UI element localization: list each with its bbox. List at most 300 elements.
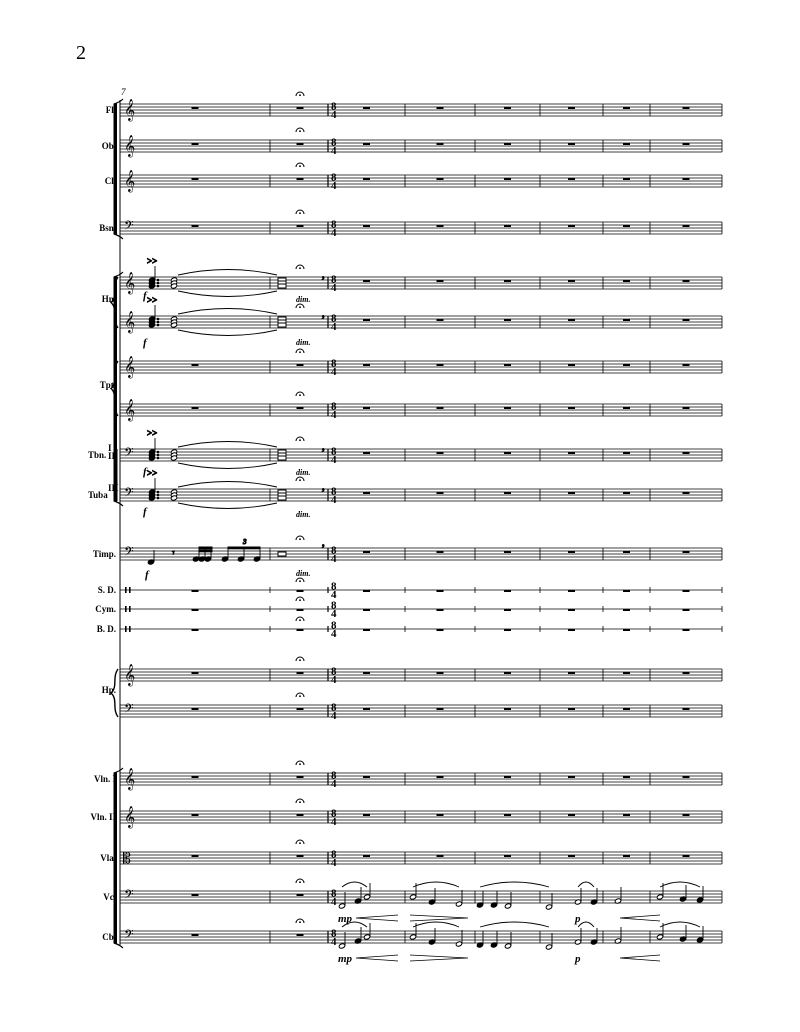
whole-rest bbox=[297, 934, 304, 936]
time-signature-denominator: 4 bbox=[331, 454, 337, 466]
whole-rest bbox=[504, 814, 511, 816]
fermata bbox=[296, 840, 304, 844]
dynamic-forte: f bbox=[145, 569, 149, 581]
notehead bbox=[696, 937, 703, 943]
fermata bbox=[296, 392, 304, 396]
whole-rest bbox=[623, 407, 630, 409]
bass-clef: 𝄢 bbox=[124, 445, 134, 463]
whole-rest bbox=[623, 814, 630, 816]
slur bbox=[660, 922, 700, 927]
whole-rest bbox=[568, 629, 575, 631]
whole-rest bbox=[192, 934, 199, 936]
whole-rest bbox=[192, 672, 199, 674]
whole-rest bbox=[504, 590, 511, 592]
time-signature-numerator: 8 bbox=[331, 400, 337, 413]
page-number: 2 bbox=[76, 42, 86, 64]
whole-rest bbox=[192, 814, 199, 816]
whole-rest bbox=[623, 776, 630, 778]
staccato-dot bbox=[157, 491, 159, 493]
whole-rest bbox=[192, 894, 199, 896]
whole-rest bbox=[568, 590, 575, 592]
whole-rest bbox=[437, 107, 444, 109]
staccato-dot bbox=[157, 457, 159, 459]
fermata bbox=[296, 92, 304, 96]
slur bbox=[578, 882, 594, 887]
time-signature-numerator: 8 bbox=[331, 807, 337, 820]
whole-rest bbox=[192, 590, 199, 592]
time-signature-denominator: 4 bbox=[331, 628, 337, 640]
tie-arc bbox=[178, 503, 277, 509]
whole-rest bbox=[683, 672, 690, 674]
fermatas bbox=[296, 92, 304, 923]
bass-clef: 𝄢 bbox=[124, 927, 134, 945]
trombone-chords bbox=[147, 428, 325, 469]
whole-rest bbox=[192, 143, 199, 145]
time-signature-numerator: 8 bbox=[331, 171, 337, 184]
instrument-label-bd: B. D. bbox=[96, 624, 116, 634]
instrument-label-tuba: Tuba bbox=[88, 490, 108, 500]
fermata-dot bbox=[299, 763, 301, 765]
horn-1-chords bbox=[147, 256, 325, 297]
breve-notehead bbox=[278, 496, 286, 500]
instrument-label-ob: Ob. bbox=[101, 141, 116, 151]
whole-rest bbox=[363, 280, 370, 282]
staccato-dot bbox=[157, 451, 159, 453]
whole-rest bbox=[504, 776, 511, 778]
whole-rest bbox=[363, 178, 370, 180]
tie-arc bbox=[178, 291, 277, 297]
whole-rest bbox=[623, 143, 630, 145]
woodwind-bracket-hook bbox=[114, 99, 123, 104]
time-signature-numerator: 8 bbox=[331, 544, 337, 557]
treble-clef: 𝄞 bbox=[124, 664, 136, 686]
treble-clef: 𝄞 bbox=[124, 399, 136, 421]
whole-rest bbox=[623, 107, 630, 109]
time-signature-denominator: 4 bbox=[331, 710, 337, 722]
whole-rest bbox=[297, 225, 304, 227]
whole-rest bbox=[363, 609, 370, 611]
whole-rest bbox=[568, 855, 575, 857]
whole-rest bbox=[504, 551, 511, 553]
whole-rest bbox=[437, 319, 444, 321]
fermata-dot bbox=[299, 921, 301, 923]
time-signature-denominator: 4 bbox=[331, 896, 337, 908]
fermata-dot bbox=[299, 306, 301, 308]
whole-rest bbox=[683, 776, 690, 778]
bass-clef: 𝄢 bbox=[124, 485, 134, 503]
time-signature-numerator: 8 bbox=[331, 927, 337, 940]
instrument-label-vln2: Vln. II bbox=[90, 812, 116, 822]
whole-rest bbox=[363, 225, 370, 227]
staccato-dot bbox=[157, 318, 159, 320]
whole-rest bbox=[683, 225, 690, 227]
fermata-dot bbox=[299, 94, 301, 96]
whole-rest bbox=[437, 855, 444, 857]
instrument-label-tbn: Tbn. bbox=[88, 450, 107, 460]
time-signature-numerator: 8 bbox=[331, 769, 337, 782]
time-signature-numerator: 8 bbox=[331, 665, 337, 678]
whole-rest bbox=[683, 143, 690, 145]
brass-bracket-hook bbox=[114, 272, 123, 277]
decrescendo-hairpin bbox=[410, 915, 468, 921]
tie-arc bbox=[178, 309, 277, 315]
bass-phrase bbox=[342, 922, 703, 961]
time-signature-denominator: 4 bbox=[331, 145, 337, 157]
breath-mark: , bbox=[322, 482, 325, 493]
breve-notehead bbox=[278, 284, 286, 288]
fermata bbox=[296, 477, 304, 481]
fermata-dot bbox=[299, 619, 301, 621]
whole-rest bbox=[437, 407, 444, 409]
whole-rest bbox=[504, 407, 511, 409]
whole-rest bbox=[297, 672, 304, 674]
whole-rest bbox=[683, 590, 690, 592]
whole-rest bbox=[192, 178, 199, 180]
fermata bbox=[296, 799, 304, 803]
whole-rest bbox=[568, 551, 575, 553]
time-signature-denominator: 4 bbox=[331, 366, 337, 378]
clefs bbox=[123, 99, 135, 945]
percussion-clef bbox=[125, 626, 127, 632]
whole-rest bbox=[683, 364, 690, 366]
dynamic-mp: mp bbox=[338, 953, 353, 965]
whole-rest bbox=[297, 590, 304, 592]
whole-rest bbox=[568, 143, 575, 145]
tie-arc bbox=[178, 463, 277, 469]
time-signature-numerator: 8 bbox=[331, 619, 337, 632]
whole-rest bbox=[363, 855, 370, 857]
whole-rest bbox=[623, 590, 630, 592]
whole-rest bbox=[623, 492, 630, 494]
whole-rest bbox=[192, 364, 199, 366]
fermata-dot bbox=[299, 130, 301, 132]
whole-rest bbox=[504, 280, 511, 282]
instrument-label-cl: Cl. bbox=[104, 176, 116, 186]
breve-notehead bbox=[278, 456, 286, 460]
percussion-clef bbox=[125, 606, 127, 612]
beam bbox=[228, 547, 260, 549]
fermata bbox=[296, 210, 304, 214]
notehead bbox=[545, 944, 552, 950]
dynamic-forte: f bbox=[143, 290, 147, 302]
instrument-label-sd: S. D. bbox=[97, 585, 116, 595]
dynamic-dim: dim. bbox=[296, 468, 311, 477]
whole-rest bbox=[437, 225, 444, 227]
instrument-label-fl: Fl. bbox=[105, 105, 116, 115]
whole-rest bbox=[623, 609, 630, 611]
whole-rest bbox=[437, 590, 444, 592]
time-signature-denominator: 4 bbox=[331, 816, 337, 828]
fermata bbox=[296, 657, 304, 661]
time-signature-denominator: 4 bbox=[331, 857, 337, 869]
time-signature-denominator: 4 bbox=[331, 282, 337, 294]
whole-rest bbox=[504, 178, 511, 180]
whole-rest bbox=[623, 364, 630, 366]
whole-rest bbox=[297, 776, 304, 778]
whole-rest bbox=[297, 894, 304, 896]
alto-clef: 𝄡 bbox=[123, 851, 131, 867]
tie-arc bbox=[178, 270, 277, 276]
fermata-dot bbox=[299, 659, 301, 661]
dynamic-mp: mp bbox=[338, 913, 353, 925]
staff-lines bbox=[120, 104, 722, 943]
fermata-dot bbox=[299, 394, 301, 396]
time-signature-denominator: 4 bbox=[331, 409, 337, 421]
treble-clef: 𝄞 bbox=[124, 99, 136, 121]
whole-rest bbox=[192, 107, 199, 109]
dynamic-dim: dim. bbox=[296, 510, 311, 519]
whole-rest bbox=[504, 319, 511, 321]
breath-mark: , bbox=[322, 442, 325, 453]
dynamic-forte: f bbox=[143, 337, 147, 349]
staccato-dot bbox=[157, 279, 159, 281]
triplet-mark: 3 bbox=[243, 538, 247, 546]
slur bbox=[413, 922, 459, 927]
bass-clef: 𝄢 bbox=[124, 887, 134, 905]
whole-rest bbox=[437, 776, 444, 778]
instrument-label-vc: Vc. bbox=[103, 892, 116, 902]
instrument-label-tpt: Tpt. bbox=[99, 380, 116, 390]
staccato-dot bbox=[157, 321, 159, 323]
whole-rest bbox=[192, 776, 199, 778]
percussion-clef bbox=[129, 626, 131, 632]
fermata bbox=[296, 919, 304, 923]
whole-rest bbox=[623, 178, 630, 180]
whole-rest bbox=[683, 855, 690, 857]
breve-notehead bbox=[278, 323, 286, 327]
percussion-clef bbox=[125, 587, 127, 593]
whole-rest bbox=[504, 708, 511, 710]
whole-rest bbox=[623, 855, 630, 857]
staccato-dot bbox=[157, 282, 159, 284]
treble-clef: 𝄞 bbox=[124, 768, 136, 790]
instrument-sublabel: III bbox=[108, 483, 119, 493]
measure-number: 7 bbox=[121, 87, 126, 97]
notehead bbox=[363, 934, 370, 940]
whole-rest bbox=[683, 178, 690, 180]
treble-clef: 𝄞 bbox=[124, 356, 136, 378]
time-signature-denominator: 4 bbox=[331, 608, 337, 620]
slur bbox=[480, 922, 549, 927]
fermata-dot bbox=[299, 538, 301, 540]
whole-rest bbox=[437, 364, 444, 366]
whole-rest bbox=[683, 107, 690, 109]
whole-rest bbox=[568, 280, 575, 282]
whole-rest bbox=[568, 407, 575, 409]
accent-mark: >> bbox=[147, 428, 158, 438]
whole-rest bbox=[568, 492, 575, 494]
fermata-dot bbox=[299, 439, 301, 441]
notehead bbox=[545, 904, 552, 910]
time-signature-numerator: 8 bbox=[331, 312, 337, 325]
tie-arc bbox=[178, 330, 277, 336]
treble-clef: 𝄞 bbox=[124, 806, 136, 828]
whole-rest bbox=[568, 452, 575, 454]
fermata bbox=[296, 304, 304, 308]
notehead bbox=[338, 943, 345, 949]
notehead bbox=[455, 941, 462, 947]
whole-rest bbox=[623, 225, 630, 227]
whole-rest bbox=[568, 364, 575, 366]
time-signature-numerator: 8 bbox=[331, 485, 337, 498]
beam bbox=[199, 550, 212, 552]
whole-rest bbox=[683, 452, 690, 454]
whole-rest bbox=[683, 407, 690, 409]
notehead bbox=[504, 903, 511, 909]
instrument-label-hn: Hn. bbox=[101, 294, 116, 304]
treble-clef: 𝄞 bbox=[124, 135, 136, 157]
whole-rest bbox=[504, 225, 511, 227]
staccato-dot bbox=[157, 497, 159, 499]
fermata-dot bbox=[299, 801, 301, 803]
fermata-dot bbox=[299, 881, 301, 883]
dynamic-dim: dim. bbox=[296, 569, 311, 578]
whole-rest bbox=[683, 319, 690, 321]
accent-mark: >> bbox=[147, 256, 158, 266]
whole-rest bbox=[297, 364, 304, 366]
whole-rest bbox=[363, 319, 370, 321]
treble-clef: 𝄞 bbox=[124, 311, 136, 333]
whole-rest bbox=[297, 107, 304, 109]
fermata-dot bbox=[299, 580, 301, 582]
notehead bbox=[409, 934, 416, 940]
time-signature-numerator: 8 bbox=[331, 599, 337, 612]
whole-rest bbox=[437, 551, 444, 553]
whole-rest bbox=[568, 319, 575, 321]
crescendo-hairpin bbox=[356, 955, 398, 961]
whole-rest bbox=[683, 814, 690, 816]
instrument-label-vln1: Vln. I bbox=[93, 774, 116, 784]
whole-rest bbox=[297, 708, 304, 710]
whole-rest bbox=[504, 364, 511, 366]
fermata bbox=[296, 578, 304, 582]
fermata bbox=[296, 597, 304, 601]
whole-rest bbox=[297, 609, 304, 611]
whole-rest bbox=[504, 855, 511, 857]
brass-bracket-hook bbox=[114, 501, 123, 506]
whole-rest bbox=[504, 492, 511, 494]
whole-rest bbox=[363, 814, 370, 816]
fermata bbox=[296, 128, 304, 132]
time-signature-numerator: 8 bbox=[331, 445, 337, 458]
time-signature-numerator: 8 bbox=[331, 848, 337, 861]
woodwind-bracket-hook bbox=[114, 234, 123, 239]
whole-rest bbox=[504, 143, 511, 145]
string-bracket-hook bbox=[114, 768, 123, 773]
instrument-label-bsn: Bsn. bbox=[99, 223, 116, 233]
instrument-sublabel: I bbox=[108, 443, 112, 453]
whole-rest bbox=[297, 407, 304, 409]
fermata bbox=[296, 163, 304, 167]
percussion-clef bbox=[129, 606, 131, 612]
slur bbox=[660, 882, 700, 887]
whole-rest bbox=[437, 143, 444, 145]
whole-rest bbox=[437, 672, 444, 674]
time-signature-denominator: 4 bbox=[331, 180, 337, 192]
instrument-label-cb: Cb. bbox=[102, 932, 116, 942]
whole-rest bbox=[683, 708, 690, 710]
whole-rest bbox=[504, 629, 511, 631]
whole-rest bbox=[568, 225, 575, 227]
whole-rest bbox=[363, 708, 370, 710]
breath-mark: , bbox=[322, 309, 325, 320]
whole-rest bbox=[683, 280, 690, 282]
decrescendo-hairpin bbox=[410, 955, 468, 961]
dynamic-dim: dim. bbox=[296, 295, 311, 304]
fermata-dot bbox=[299, 212, 301, 214]
dynamic-forte: f bbox=[143, 466, 147, 478]
accent-mark: >> bbox=[147, 295, 158, 305]
dynamic-forte: f bbox=[143, 506, 147, 518]
fermata bbox=[296, 761, 304, 765]
notehead bbox=[656, 934, 663, 940]
whole-rest bbox=[363, 407, 370, 409]
whole-rest bbox=[363, 492, 370, 494]
time-signature-denominator: 4 bbox=[331, 674, 337, 686]
whole-rest bbox=[437, 280, 444, 282]
fermata bbox=[296, 617, 304, 621]
string-bracket-hook bbox=[114, 943, 123, 948]
time-signature-numerator: 8 bbox=[331, 273, 337, 286]
slur bbox=[413, 882, 459, 887]
staccato-dot bbox=[157, 494, 159, 496]
crescendo-hairpin bbox=[620, 915, 660, 921]
treble-clef: 𝄞 bbox=[124, 272, 136, 294]
bass-clef: 𝄢 bbox=[124, 701, 134, 719]
notehead bbox=[338, 903, 345, 909]
whole-rest bbox=[437, 629, 444, 631]
whole-rest bbox=[192, 407, 199, 409]
fermata bbox=[296, 879, 304, 883]
notehead bbox=[696, 897, 703, 903]
whole-rest bbox=[297, 143, 304, 145]
whole-rest bbox=[192, 708, 199, 710]
notehead bbox=[656, 894, 663, 900]
time-signature-denominator: 4 bbox=[331, 227, 337, 239]
bass-clef: 𝄢 bbox=[124, 218, 134, 236]
whole-rest bbox=[623, 672, 630, 674]
time-signature-denominator: 4 bbox=[331, 778, 337, 790]
fermata-dot bbox=[299, 165, 301, 167]
time-signature-denominator: 4 bbox=[331, 109, 337, 121]
whole-rest bbox=[568, 178, 575, 180]
fermata bbox=[296, 693, 304, 697]
whole-rest bbox=[623, 319, 630, 321]
staccato-dot bbox=[157, 454, 159, 456]
whole-rest bbox=[192, 855, 199, 857]
fermata-dot bbox=[299, 695, 301, 697]
whole-rest bbox=[568, 609, 575, 611]
instrument-label-timp: Timp. bbox=[92, 549, 116, 559]
whole-rest bbox=[623, 708, 630, 710]
whole-rest bbox=[363, 107, 370, 109]
breath-mark: , bbox=[322, 538, 325, 549]
tie-arc bbox=[178, 482, 277, 488]
whole-rest bbox=[683, 492, 690, 494]
bass-clef: 𝄢 bbox=[124, 544, 134, 562]
crescendo-hairpin bbox=[356, 915, 398, 921]
time-signature-denominator: 4 bbox=[331, 936, 337, 948]
time-signature-denominator: 4 bbox=[331, 589, 337, 601]
slur bbox=[342, 882, 367, 887]
whole-rest bbox=[363, 452, 370, 454]
barlines bbox=[120, 100, 722, 945]
fermata-dot bbox=[299, 479, 301, 481]
whole-rest bbox=[363, 629, 370, 631]
instrument-label-vla: Vla. bbox=[100, 853, 116, 863]
breve-notehead bbox=[278, 552, 286, 556]
dynamic-p: p bbox=[575, 953, 581, 965]
